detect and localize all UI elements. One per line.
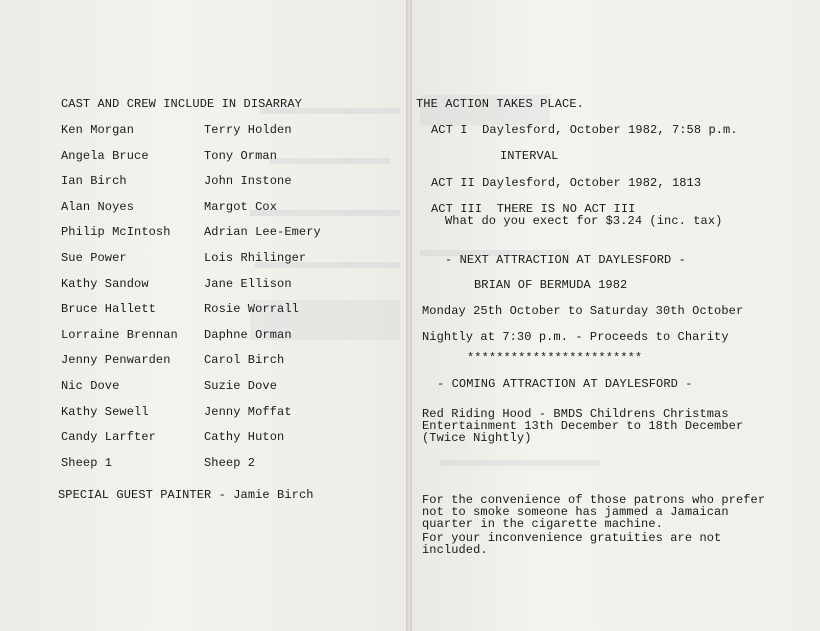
notice-line-1: For the convenience of those patrons who prefer (422, 493, 766, 507)
cast-name-left: Candy Larfter (61, 430, 156, 444)
cast-name-right: Jane Ellison (204, 277, 292, 291)
cast-name-left: Jenny Penwarden (61, 353, 171, 367)
next-attraction-time: Nightly at 7:30 p.m. - Proceeds to Charity (422, 330, 729, 344)
cast-name-right: Sheep 2 (204, 456, 256, 470)
cast-name-right: Margot Cox (204, 200, 278, 214)
act-3-sub: What do you exect for $3.24 (inc. tax) (445, 214, 723, 228)
cast-name-left: Alan Noyes (61, 200, 135, 214)
special-guest: SPECIAL GUEST PAINTER - Jamie Birch (58, 488, 314, 502)
cast-name-left: Ken Morgan (61, 123, 135, 137)
notice-line-3: quarter in the cigarette machine. (422, 517, 663, 531)
notice-line-4: For your inconvenience gratuities are not (422, 531, 722, 545)
separator-stars: ************************ (467, 351, 643, 365)
cast-name-left: Lorraine Brennan (61, 328, 178, 342)
cast-name-left: Angela Bruce (61, 149, 149, 163)
cast-name-left: Ian Birch (61, 174, 127, 188)
cast-heading: CAST AND CREW INCLUDE IN DISARRAY (61, 97, 302, 111)
cast-name-right: Terry Holden (204, 123, 292, 137)
cast-name-right: Cathy Huton (204, 430, 285, 444)
cast-name-right: Daphne Orman (204, 328, 292, 342)
cast-name-left: Kathy Sandow (61, 277, 149, 291)
cast-name-left: Sue Power (61, 251, 127, 265)
cast-name-right: Lois Rhilinger (204, 251, 307, 265)
cast-name-right: John Instone (204, 174, 292, 188)
coming-line-1: Red Riding Hood - BMDS Childrens Christmas (422, 407, 729, 421)
interval: INTERVAL (500, 149, 559, 163)
next-attraction-heading: - NEXT ATTRACTION AT DAYLESFORD - (445, 253, 686, 267)
action-heading: THE ACTION TAKES PLACE. (416, 97, 584, 111)
cast-name-left: Nic Dove (61, 379, 120, 393)
coming-attraction-heading: - COMING ATTRACTION AT DAYLESFORD - (437, 377, 693, 391)
cast-name-right: Carol Birch (204, 353, 285, 367)
cast-name-left: Bruce Hallett (61, 302, 156, 316)
coming-line-2: Entertainment 13th December to 18th December (422, 419, 744, 433)
next-attraction-title: BRIAN OF BERMUDA 1982 (474, 278, 628, 292)
next-attraction-dates: Monday 25th October to Saturday 30th October (422, 304, 744, 318)
act-1: ACT I Daylesford, October 1982, 7:58 p.m. (431, 123, 738, 137)
coming-line-3: (Twice Nightly) (422, 431, 532, 445)
cast-name-right: Adrian Lee-Emery (204, 225, 321, 239)
cast-name-right: Jenny Moffat (204, 405, 292, 419)
cast-name-right: Rosie Worrall (204, 302, 299, 316)
notice-line-2: not to smoke someone has jammed a Jamaican (422, 505, 729, 519)
notice-line-5: included. (422, 543, 488, 557)
act-2: ACT II Daylesford, October 1982, 1813 (431, 176, 702, 190)
cast-name-right: Suzie Dove (204, 379, 278, 393)
cast-name-right: Tony Orman (204, 149, 278, 163)
page-fold (406, 0, 412, 631)
cast-name-left: Kathy Sewell (61, 405, 149, 419)
cast-name-left: Philip McIntosh (61, 225, 171, 239)
act-3: ACT III THERE IS NO ACT III (431, 202, 636, 216)
cast-name-left: Sheep 1 (61, 456, 113, 470)
